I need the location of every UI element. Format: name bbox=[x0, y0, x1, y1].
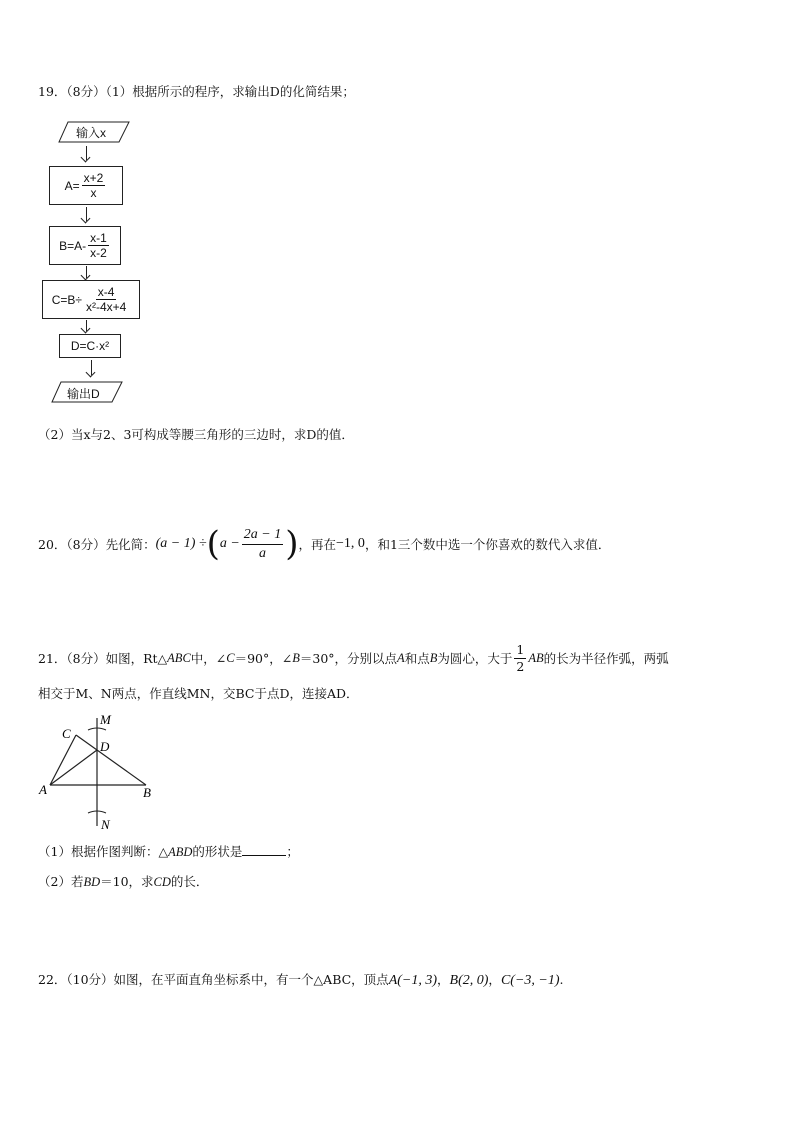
q21-text: （2）若 bbox=[38, 874, 84, 889]
q20-line bbox=[38, 519, 610, 569]
output-label: 输出D bbox=[67, 387, 100, 401]
point-c: C(−3, −1) bbox=[500, 973, 560, 988]
box-b bbox=[49, 226, 121, 265]
q21-text: 的形状是 bbox=[192, 844, 243, 859]
c-numerator: x-4 bbox=[97, 285, 115, 299]
q22-end: . bbox=[559, 972, 564, 987]
d-label: D=C·x² bbox=[70, 339, 110, 353]
flow-arrow bbox=[86, 207, 87, 221]
q22-sep: ， bbox=[488, 972, 501, 987]
q21-abc: ABC bbox=[167, 650, 191, 665]
half-denominator: 2 bbox=[516, 658, 525, 674]
half-numerator: 1 bbox=[516, 641, 525, 657]
label-a: A bbox=[39, 782, 47, 797]
q21-part1 bbox=[38, 843, 299, 860]
q21-cd: CD bbox=[153, 875, 171, 889]
a-fraction bbox=[82, 171, 106, 200]
b-numerator: x-1 bbox=[90, 231, 107, 245]
q21-text: ； bbox=[286, 844, 299, 859]
q20-tail: ，和1三个数中选一个你喜欢的数代入求值． bbox=[364, 537, 611, 552]
point-b: B(2, 0) bbox=[449, 973, 489, 988]
q21-text: ＝10，求 bbox=[100, 874, 154, 889]
q21-text: 的长为半径作弧，两弧 bbox=[543, 651, 669, 666]
q21-abd: ABD bbox=[168, 845, 193, 859]
q21-bd: BD bbox=[83, 875, 101, 889]
q20-expr-left: (a − 1) ÷ bbox=[155, 536, 207, 551]
flow-arrow bbox=[86, 146, 87, 160]
box-a bbox=[49, 166, 123, 205]
q21-c: C bbox=[226, 650, 235, 665]
segment-cb bbox=[76, 735, 146, 785]
segment-ad bbox=[50, 750, 97, 785]
flow-arrow bbox=[86, 320, 87, 331]
q21-text: ＝30°，分别以点 bbox=[299, 651, 398, 666]
q22-text: 22．（10分）如图，在平面直角坐标系中，有一个△ABC，顶点 bbox=[38, 972, 389, 987]
flow-arrow bbox=[91, 360, 92, 375]
label-m: M bbox=[100, 712, 111, 727]
label-d: D bbox=[100, 739, 110, 754]
answer-blank bbox=[242, 843, 286, 856]
q20-fraction bbox=[242, 526, 283, 563]
q21-figure bbox=[36, 710, 166, 834]
q21-text: 的长． bbox=[170, 874, 209, 889]
q21-text: 中，∠ bbox=[190, 651, 227, 666]
input-label: 输入x bbox=[76, 126, 107, 140]
q22-line bbox=[38, 972, 563, 989]
a-prefix: A= bbox=[64, 178, 80, 193]
label-n: N bbox=[101, 817, 110, 832]
q20-head: 20．（8分）先化简： bbox=[38, 537, 156, 552]
q21-a: A bbox=[397, 650, 405, 665]
label-b: B bbox=[143, 785, 151, 800]
box-d bbox=[59, 334, 121, 358]
q20-expr-a: a − bbox=[219, 536, 240, 551]
c-denominator: x²-4x+4 bbox=[85, 300, 127, 314]
point-a: A(−1, 3) bbox=[388, 973, 438, 988]
q20-choices: −1, 0 bbox=[336, 536, 365, 551]
q19-title: 19．（8分）（1）根据所示的程序，求输出D的化简结果； bbox=[38, 84, 355, 99]
q21-text: （1）根据作图判断：△ bbox=[38, 844, 169, 859]
segment-ca bbox=[50, 735, 76, 785]
a-denominator: x bbox=[90, 186, 97, 200]
q21-part2 bbox=[38, 874, 208, 890]
q19-part2: （2）当x与2、3可构成等腰三角形的三边时，求D的值． bbox=[38, 427, 354, 442]
flow-arrow bbox=[86, 266, 87, 278]
q21-b: B bbox=[292, 650, 300, 665]
b-denominator: x-2 bbox=[90, 246, 107, 260]
q20-denominator: a bbox=[259, 545, 267, 561]
c-fraction bbox=[84, 285, 128, 314]
q22-sep: ， bbox=[437, 972, 450, 987]
q20-right-paren: ) bbox=[285, 524, 299, 564]
q21-text: 21．（8分）如图，Rt△ bbox=[38, 651, 168, 666]
q21-line1 bbox=[38, 640, 669, 676]
q20-numerator: 2a − 1 bbox=[242, 526, 283, 545]
box-c bbox=[42, 280, 140, 319]
b-prefix: B=A- bbox=[59, 238, 87, 253]
q21-text: 为圆心，大于 bbox=[437, 651, 513, 666]
b-fraction bbox=[88, 231, 109, 260]
q21-b: B bbox=[429, 650, 438, 665]
half-fraction bbox=[514, 642, 526, 675]
q21-line2: 相交于M、N两点，作直线MN，交BC于点D，连接AD． bbox=[38, 686, 359, 701]
q20-left-paren: ( bbox=[206, 524, 220, 564]
q21-text: ＝90°，∠ bbox=[234, 651, 293, 666]
q20-mid: ，再在 bbox=[298, 537, 337, 552]
a-numerator: x+2 bbox=[83, 171, 104, 185]
c-prefix: C=B÷ bbox=[51, 292, 82, 307]
label-c: C bbox=[62, 726, 71, 741]
q21-ab: AB bbox=[528, 650, 544, 665]
q21-text: 和点 bbox=[404, 651, 430, 666]
